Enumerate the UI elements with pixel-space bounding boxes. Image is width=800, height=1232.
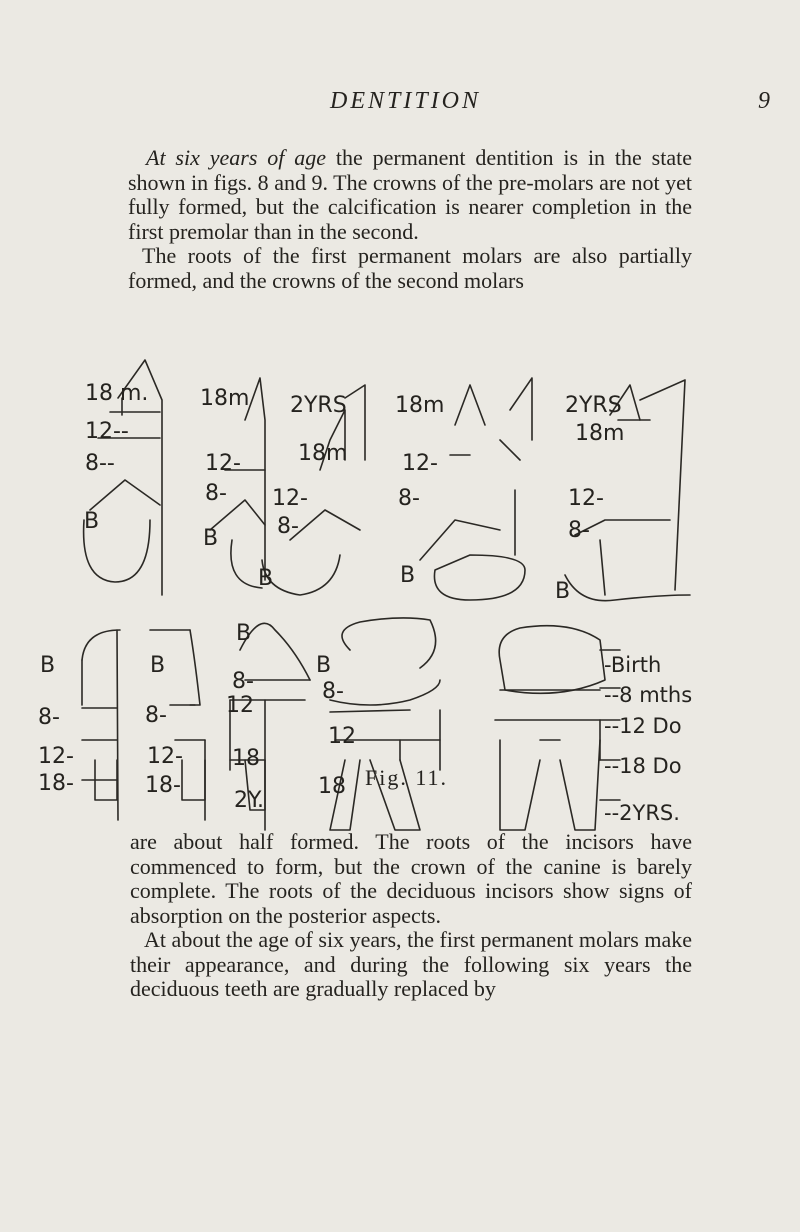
lower-tooth-1-label-1: B [40,653,56,678]
legend-12-months: --12 Do [604,714,682,738]
running-title: DENTITION [330,88,482,114]
upper-tooth-2-label-3: 8- [205,481,227,506]
lower-tooth-1-outline [82,630,120,820]
legend-8-months: --8 mths [604,683,693,707]
lower-tooth-2-label-4: 18- [145,773,181,798]
paragraph-block-bottom [130,830,692,1002]
upper-tooth-3-label-3: 12- [272,486,308,511]
upper-tooth-4-label-4: B [400,563,416,588]
lower-tooth-2-label-2: 8- [145,703,167,728]
lower-tooth-1-label-3: 12- [38,744,74,769]
figure-caption: Fig. 11. [365,765,449,790]
upper-tooth-1-label-4: B [84,509,100,534]
lower-tooth-3-label-3: 12 [226,693,254,718]
paragraph-1-rest: the permanent dentition is in the state shown in figs. 8 and 9. The crowns of the pre-molars are not yet fully formed, but the calcification is nearer completion in the first premolar than in the second. [128,145,692,244]
paragraph-2: The roots of the first permanent molars are also partially formed, and the crowns of the second molars [128,243,692,293]
lower-tooth-3-label-5: 2Y. [234,788,264,813]
lower-tooth-4-label-2: 8- [322,679,344,704]
paragraph-3: are about half formed. The roots of the incisors have commenced to form, but the crown of the canine is barely complete. The roots of the deciduous incisors show signs of absorption on the posterior aspects. [130,829,692,928]
paragraph-1-lead: At six years of age [146,145,326,170]
upper-tooth-5-label-1: 2YRS [565,393,622,418]
legend-18-months: --18 Do [604,754,682,778]
lower-tooth-2-label-1: B [150,653,166,678]
upper-tooth-2-label-4: B [203,526,219,551]
upper-tooth-2-label-1: 18m [200,386,250,411]
upper-tooth-3-label-2: 18m [298,441,348,466]
upper-tooth-3-label-4: 8- [277,514,299,539]
lower-tooth-3-label-4: 18 [232,746,260,771]
upper-tooth-1-label-3: 8-- [85,451,115,476]
upper-tooth-3-label-5: B [258,566,274,591]
upper-tooth-2-label-2: 12- [205,451,241,476]
lower-tooth-5-outline [495,626,605,830]
upper-tooth-5-label-5: B [555,579,571,604]
legend-2-years: --2YRS. [604,801,680,825]
upper-tooth-3-label-1: 2YRS [290,393,347,418]
lower-tooth-4-label-3: 12 [328,724,356,749]
lower-tooth-4-label-1: B [316,653,332,678]
lower-tooth-2-label-3: 12- [147,744,183,769]
upper-tooth-5-label-2: 18m [575,421,625,446]
upper-tooth-4-label-1: 18m [395,393,445,418]
upper-tooth-5-label-3: 12- [568,486,604,511]
lower-tooth-1-label-2: 8- [38,705,60,730]
lower-tooth-3-label-2: 8- [232,669,254,694]
upper-tooth-4-label-3: 8- [398,486,420,511]
upper-tooth-5-label-4: 8- [568,518,590,543]
upper-tooth-1-label-1: 18 m. [85,381,149,406]
lower-tooth-3-label-1: B [236,621,252,646]
paragraph-4: At about the age of six years, the first permanent molars make their appearance, and during the following six years the deciduous teeth are gradually replaced by [130,927,692,1001]
page-number: 9 [758,88,773,114]
upper-tooth-1-label-2: 12-- [85,419,129,444]
upper-tooth-4-label-2: 12- [402,451,438,476]
lower-tooth-1-label-4: 18- [38,771,74,796]
lower-tooth-4-label-4: 18 [318,774,346,799]
legend-birth: -Birth [604,653,662,677]
